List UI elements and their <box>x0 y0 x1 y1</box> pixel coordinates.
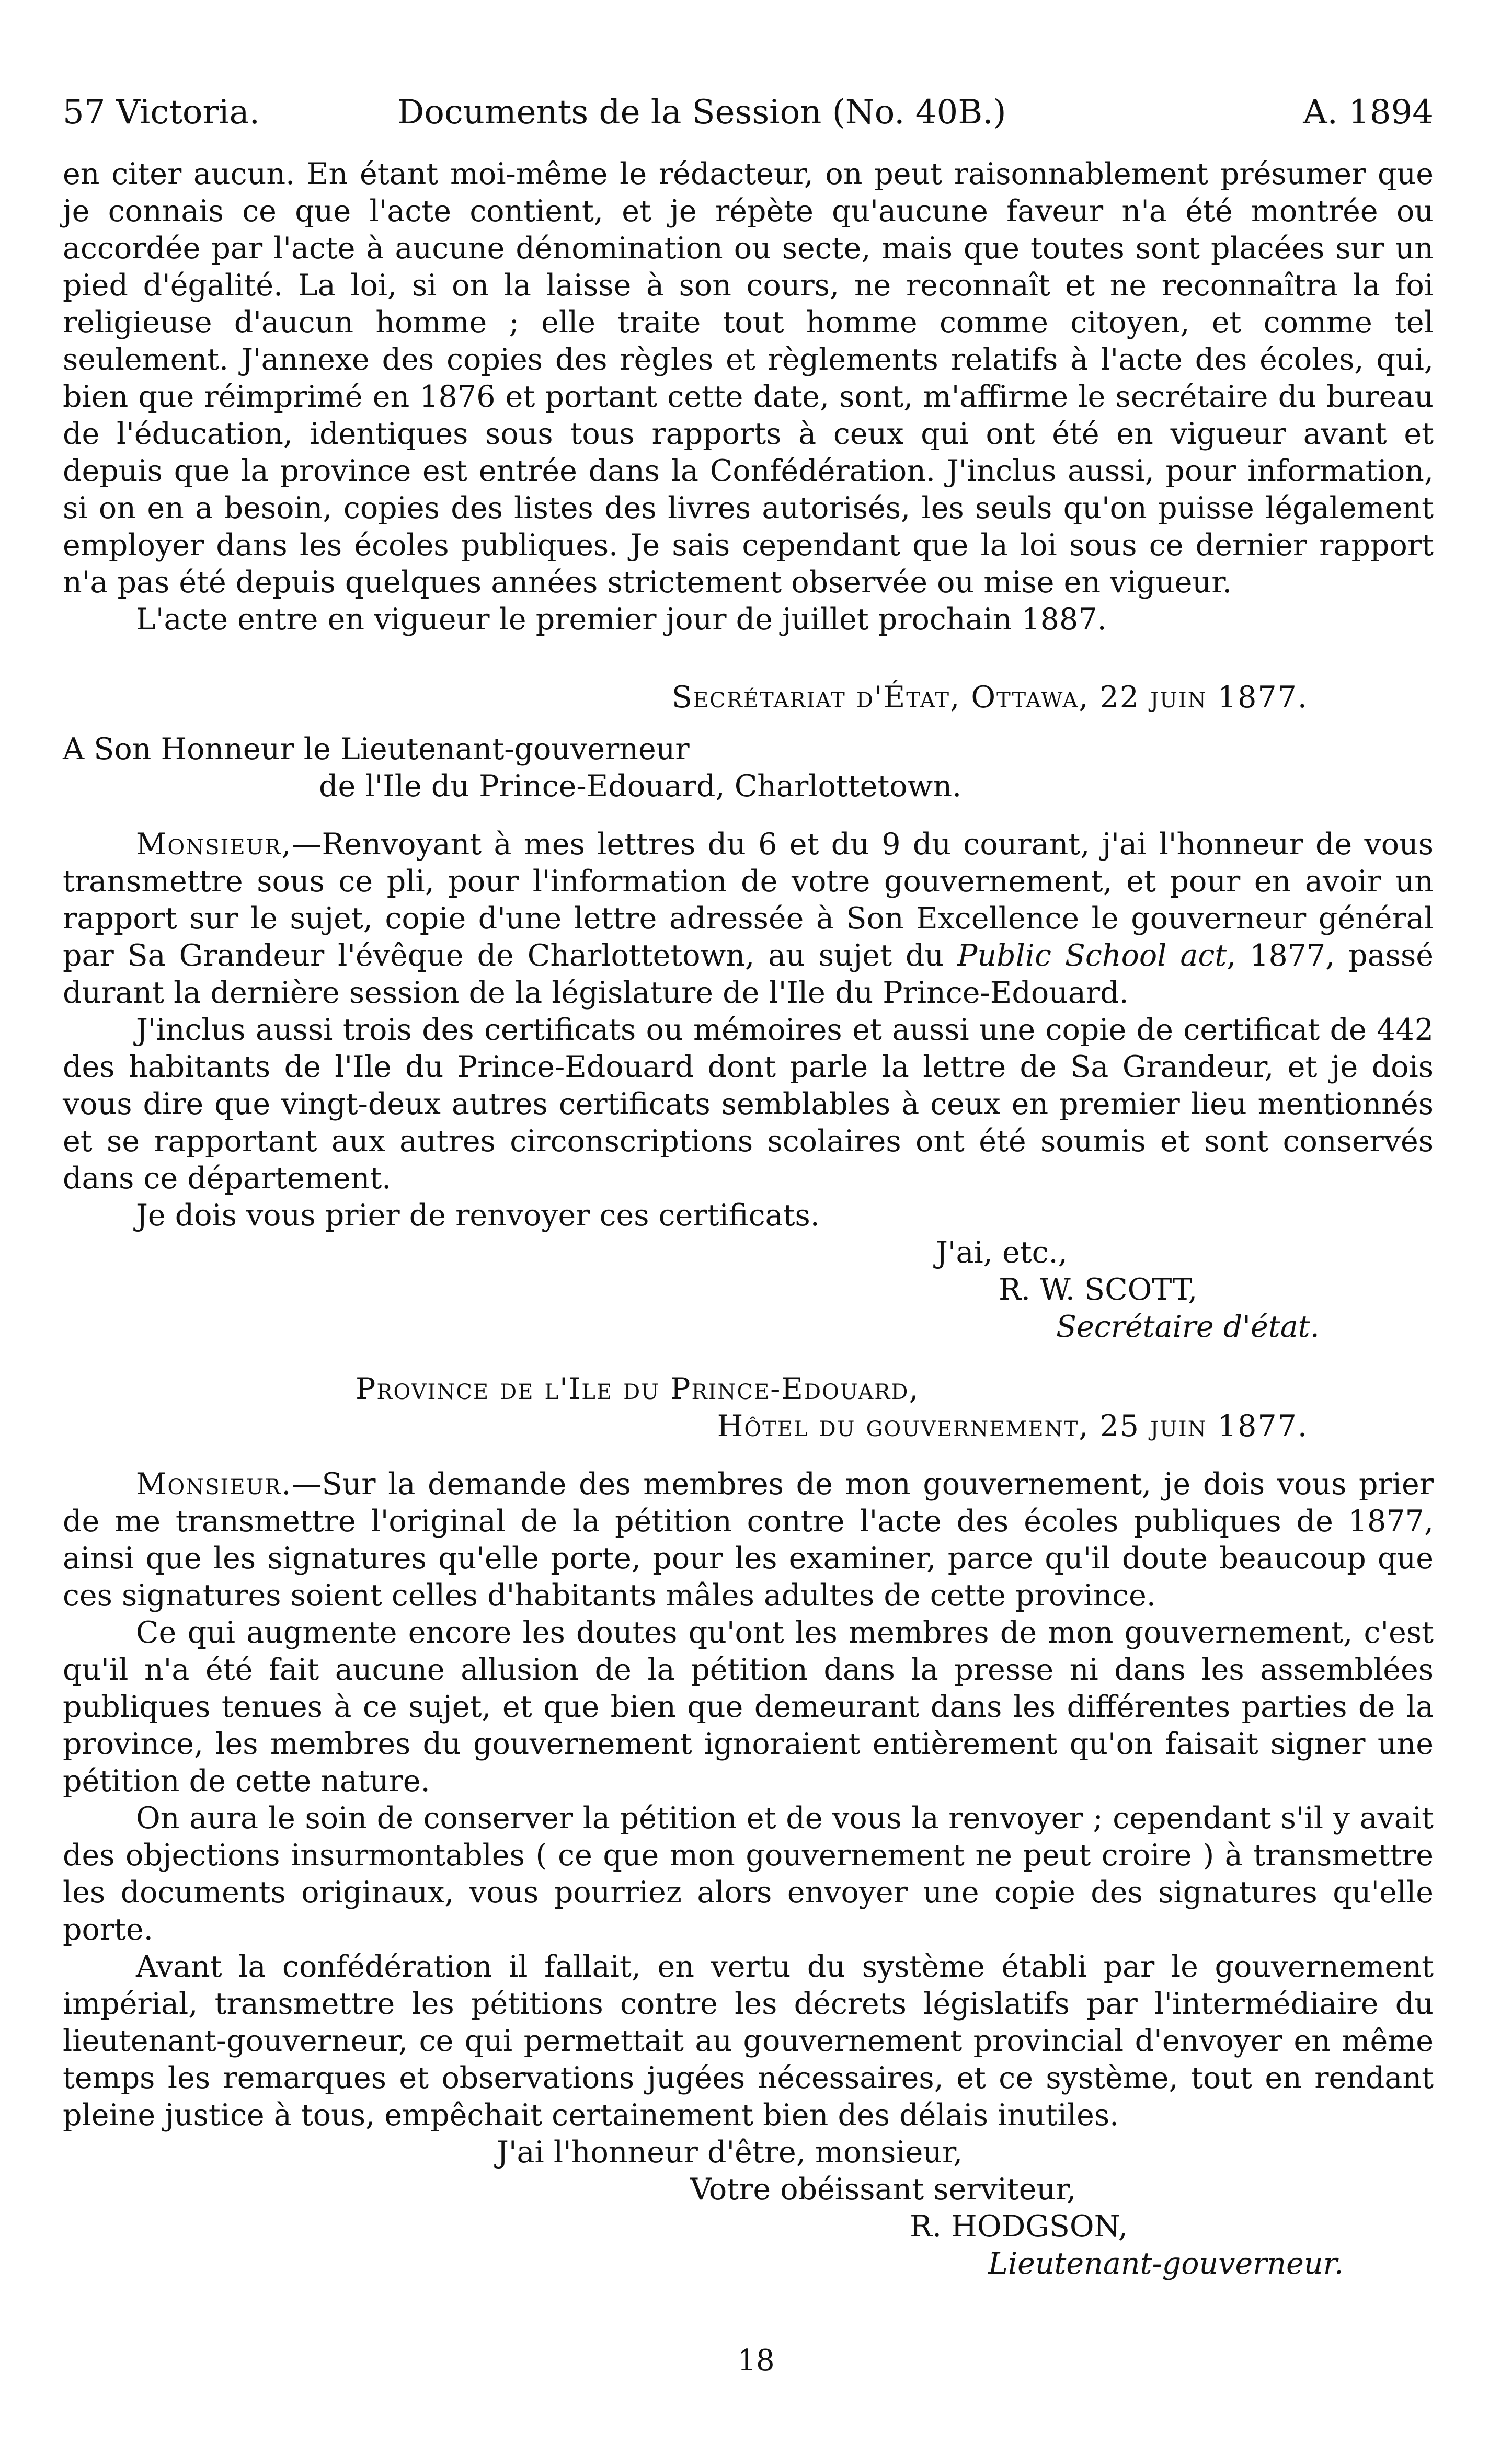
letter2-closing-line1: J'ai l'honneur d'être, monsieur, <box>497 2135 963 2170</box>
letter2-signer: R. HODGSON, <box>910 2209 1128 2244</box>
letter1-salutation: Monsieur, <box>136 827 292 862</box>
letter1-paragraph3: Je dois vous prier de renvoyer ces certificats. <box>136 1198 820 1233</box>
letter1-signer-title: Secrétaire d'état. <box>1056 1310 1320 1344</box>
running-header <box>63 89 1434 141</box>
letter1-paragraph1 <box>63 826 1434 1012</box>
act-effective-paragraph: L'acte entre en vigueur le premier jour de juillet prochain 1887. <box>136 602 1107 637</box>
letter2-paragraph1 <box>63 1466 1434 1614</box>
letter2-paragraph2: Ce qui augmente encore les doutes qu'ont les membres de mon gouvernement, c'est qu'il n'a été fait aucune allusion de la pétition dans la presse ni dans les assemblées publiques tenues à ce sujet, et que bien que demeurant dans les différentes parties de la province, les membres du gouvernement ignoraient entièrement qu'on faisait signer une pétition de cette nature. <box>63 1615 1434 1798</box>
letter1-signer: R. W. SCOTT, <box>999 1272 1198 1307</box>
header-session-title: Documents de la Session (No. 40B.) <box>397 93 1006 132</box>
letter2-paragraph3: On aura le soin de conserver la pétition et de vous la renvoyer ; cependant s'il y avait des objections insurmontables ( ce que mon gouvernement ne peut croire ) à transmettre les documents originaux, vous pourriez alors envoyer une copie des signatures qu'elle porte. <box>63 1801 1434 1947</box>
letter2-signer-title: Lieutenant-gouverneur. <box>988 2246 1344 2281</box>
letter1-p1-text-b: , 1877, passé durant la dernière session de la législature de l'Ile du Prince-Edouard. <box>63 938 1434 1010</box>
letter1-address-line1: A Son Honneur le Lieutenant-gouverneur <box>63 732 690 766</box>
letter2-province: Province de l'Ile du Prince-Edouard, <box>356 1372 920 1406</box>
letter1-dateline: Secrétariat d'État, Ottawa, 22 juin 1877. <box>671 680 1308 715</box>
letter1-paragraph2: J'inclus aussi trois des certificats ou mémoires et aussi une copie de certificat de 442 des habitants de l'Ile du Prince-Edouard dont parle la lettre de Sa Grandeur, et je dois vous dire que vingt-deux autres certificats semblables à ceux en premier lieu mentionnés et se rapportant aux autres circonscriptions scolaires ont été soumis et sont conservés dans ce département. <box>63 1013 1434 1196</box>
letter1-act-title: Public School act <box>957 938 1227 973</box>
letter2-closing-line2: Votre obéissant serviteur, <box>690 2172 1076 2207</box>
continued-paragraph: en citer aucun. En étant moi-même le rédacteur, on peut raisonnablement présumer que je connais ce que l'acte contient, et je répète qu'aucune faveur n'a été montrée ou accordée par l'acte à aucune dénomination ou secte, mais que toutes sont placées sur un pied d'égalité. La loi, si on la laisse à son cours, ne reconnaît et ne reconnaîtra la foi religieuse d'aucun homme ; elle traite tout homme comme citoyen, et comme tel seulement. J'annexe des copies des règles et règlements relatifs à l'acte des écoles, qui, bien que réimprimé en 1876 et portant cette date, sont, m'affirme le secrétaire du bureau de l'éducation, identiques sous tous rapports à ceux qui ont été en vigueur avant et depuis que la province est entrée dans la Confédération. J'inclus aussi, pour information, si on en a besoin, copies des listes des livres autorisés, les seuls qu'on puisse légalement employer dans les écoles publiques. Je sais cependant que la loi sous ce dernier rapport n'a pas été depuis quelques années strictement observée ou mise en vigueur. <box>63 157 1434 600</box>
page-number: 18 <box>737 2344 775 2378</box>
letter2-paragraph4: Avant la confédération il fallait, en vertu du système établi par le gouvernement impérial, transmettre les pétitions contre les décrets législatifs par l'intermédiaire du lieutenant-gouverneur, ce qui permettait au gouvernement provincial d'envoyer en même temps les remarques et observations jugées nécessaires, et ce système, tout en rendant pleine justice à tous, empêchait certainement bien des délais inutiles. <box>63 1949 1434 2132</box>
header-year: A. 1894 <box>1303 93 1434 132</box>
letter2-p1-text: —Sur la demande des membres de mon gouvernement, je dois vous prier de me transmettre l'original de la pétition contre l'acte des écoles publiques de 1877, ainsi que les signatures qu'elle porte, pour les examiner, parce qu'il doute beaucoup que ces signatures soient celles d'habitants mâles adultes de cette province. <box>63 1467 1434 1613</box>
letter2-salutation: Monsieur. <box>136 1467 292 1501</box>
letter1-closing: J'ai, etc., <box>936 1235 1068 1270</box>
letter1-p1-text-a: —Renvoyant à mes lettres du 6 et du 9 du courant, j'ai l'honneur de vous transmettre sous ce pli, pour l'information de votre gouvernement, et pour en avoir un rapport sur le sujet, copie d'une lettre adressée à Son Excellence le gouverneur général par Sa Grandeur l'évêque de Charlottetown, au sujet du <box>63 827 1434 973</box>
header-regnal-year: 57 Victoria. <box>63 93 260 132</box>
letter1-address-line2: de l'Ile du Prince-Edouard, Charlottetown. <box>319 769 962 804</box>
letter2-dateline: Hôtel du gouvernement, 25 juin 1877. <box>717 1409 1308 1443</box>
